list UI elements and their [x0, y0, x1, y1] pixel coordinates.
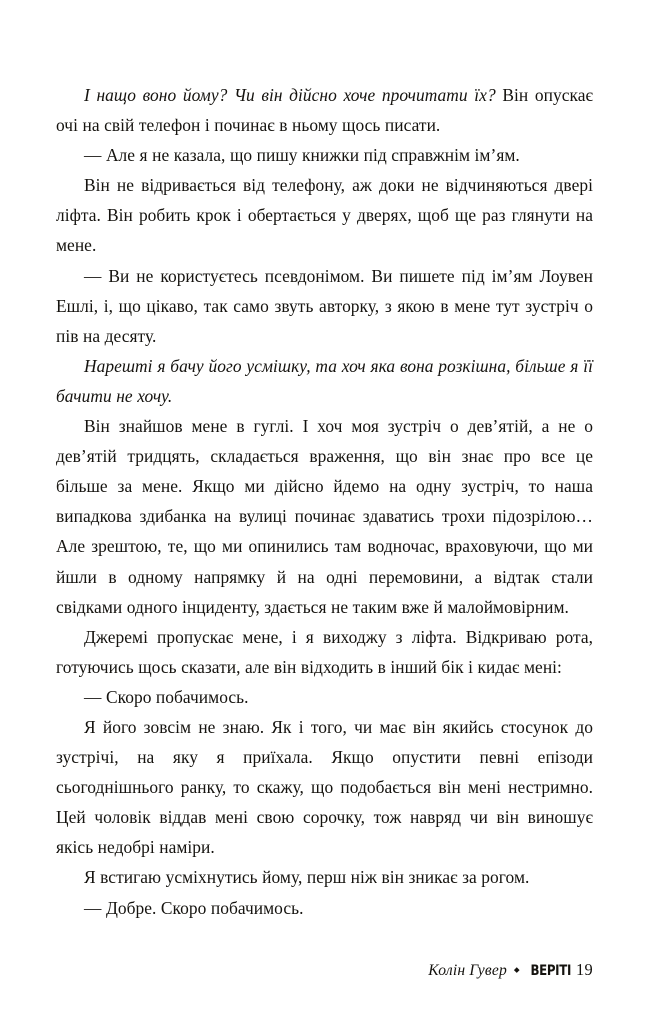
paragraph: Нарешті я бачу його усмішку, та хоч яка вона розкішна, більше я її бачити не хочу. — [56, 355, 593, 406]
paragraph: — Але я не казала, що пишу книжки під справжнім ім’ям. — [84, 145, 520, 166]
footer-author: Колін Гувер — [428, 962, 508, 979]
footer-book-title: ВЕРІТІ — [529, 963, 571, 979]
page-text-block — [56, 80, 593, 923]
page-number: 19 — [576, 960, 593, 979]
paragraph: Я його зовсім не знаю. Як і того, чи має він якийсь стосунок до зустрічі, на яку я приїхала. Якщо опустити певні епізоди сьогоднішнього ранку, то скажу, що подобається він мені нестримно. Цей чоловік віддав мені свою сорочку, тож навряд чи він виношує якісь недобрі наміри. — [56, 716, 593, 858]
paragraph — [56, 80, 593, 140]
page-footer — [56, 960, 593, 990]
paragraph: Він знайшов мене в гуглі. І хоч моя зустріч о дев’ятій, а не о дев’ятій тридцять, складається враження, що він знає про все це більше за мене. Якщо ми дійсно йдемо на одну зустріч, то наша випадкова здибанка на вулиці починає здаватись трохи підозрілою… Але зрештою, те, що ми опинились там водночас, враховуючи, що ми йшли в одному напрямку й на одні перемовини, а відтак стали свідками одного інциденту, здається не таким вже й малоймовірним. — [56, 416, 593, 617]
paragraph: — Добре. Скоро побачимось. — [84, 897, 304, 918]
paragraph: Я встигаю усміхнутись йому, перш ніж він зникає за рогом. — [84, 867, 530, 888]
paragraph: — Ви не користуєтесь псевдонімом. Ви пишете під ім’ям Лоувен Ешлі, і, що цікаво, так само звуть авторку, з якою в мене тут зустріч о пів на десяту. — [56, 265, 593, 346]
paragraph: Джеремі пропускає мене, і я виходжу з ліфта. Відкриваю рота, готуючись щось сказати, але він відходить в інший бік і кидає мені: — [56, 626, 593, 677]
diamond-bullet-icon — [514, 967, 519, 972]
paragraph: Він не відривається від телефону, аж доки не відчиняються двері ліфта. Він робить крок і обертається у дверях, щоб ще раз глянути на мене. — [56, 175, 593, 256]
paragraph: — Скоро побачимось. — [84, 686, 249, 707]
paragraph-text: Він опускає очі на свій телефон і починає в ньому щось писати. — [56, 85, 593, 136]
paragraph-italic-lead: І нащо воно йому? Чи він дійсно хоче прочитати їх? — [84, 85, 496, 105]
